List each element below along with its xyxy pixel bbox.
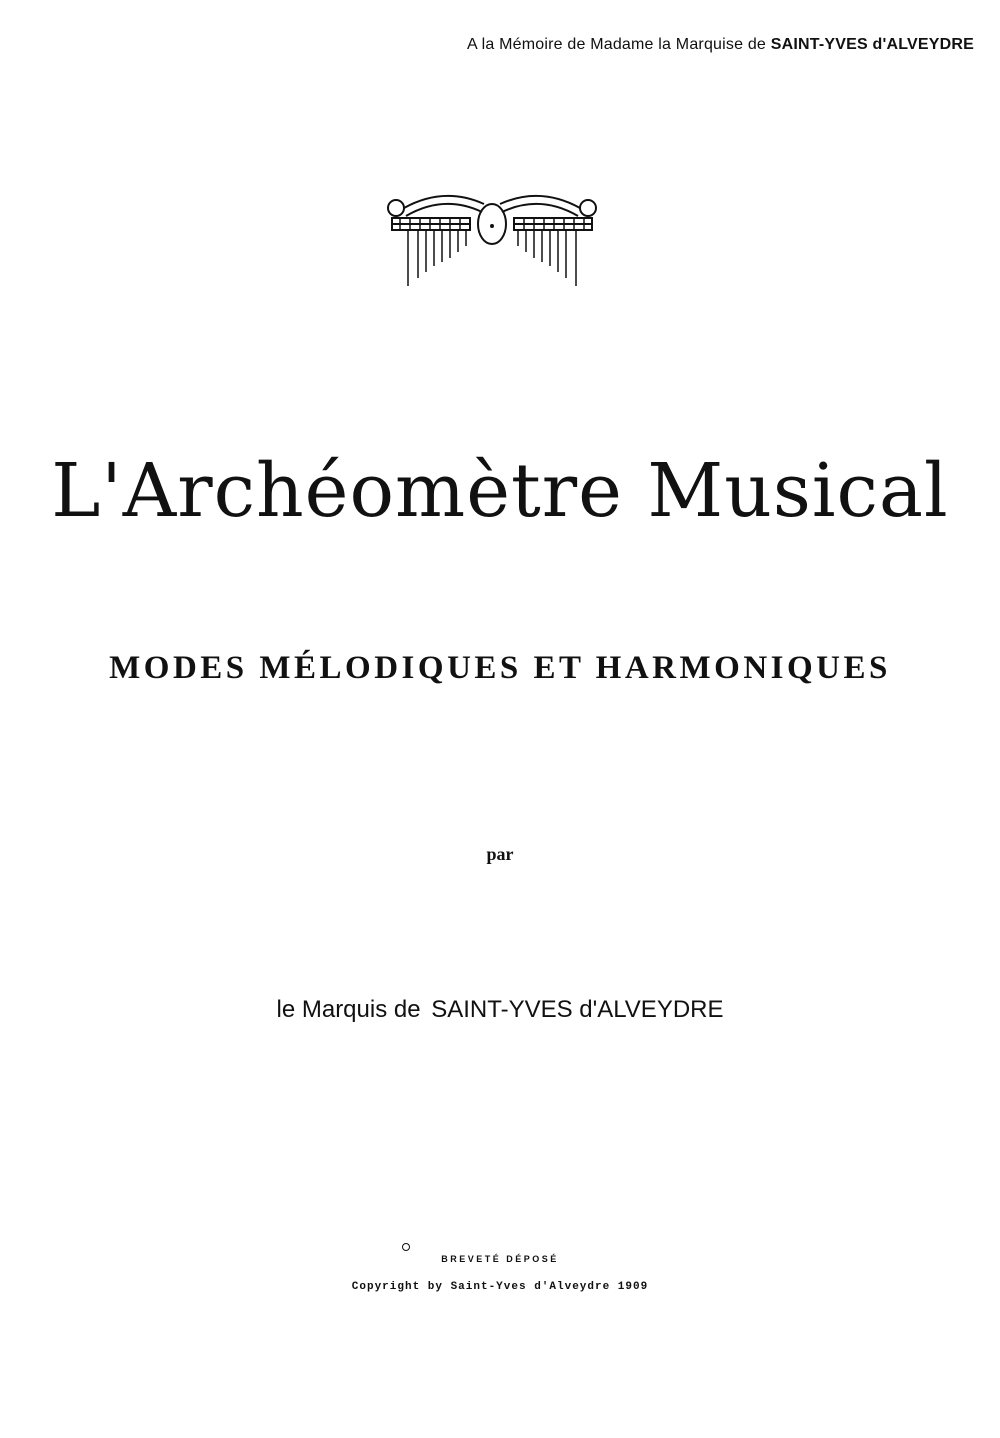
- page-title: L'Archéomètre Musical: [51, 448, 949, 534]
- page-subtitle: MODES MÉLODIQUES ET HARMONIQUES: [109, 650, 891, 686]
- dedication-line: [467, 36, 974, 54]
- author-line: [0, 996, 1000, 1024]
- dedication-prefix: A la Mémoire de Madame la Marquise de: [466, 36, 767, 53]
- lyre-ornament-icon: [384, 186, 600, 290]
- copyright-notice: Copyright by Saint-Yves d'Alveydre 1909: [351, 1281, 649, 1293]
- author-name: SAINT-YVES d'ALVEYDRE: [431, 996, 724, 1023]
- dedication-name: SAINT-YVES d'ALVEYDRE: [770, 36, 974, 53]
- author-prefix: le Marquis de: [276, 996, 421, 1023]
- patent-notice: BREVETÉ DÉPOSÉ: [441, 1254, 559, 1264]
- by-line: par: [486, 844, 514, 864]
- circle-bullet-icon: [402, 1243, 410, 1251]
